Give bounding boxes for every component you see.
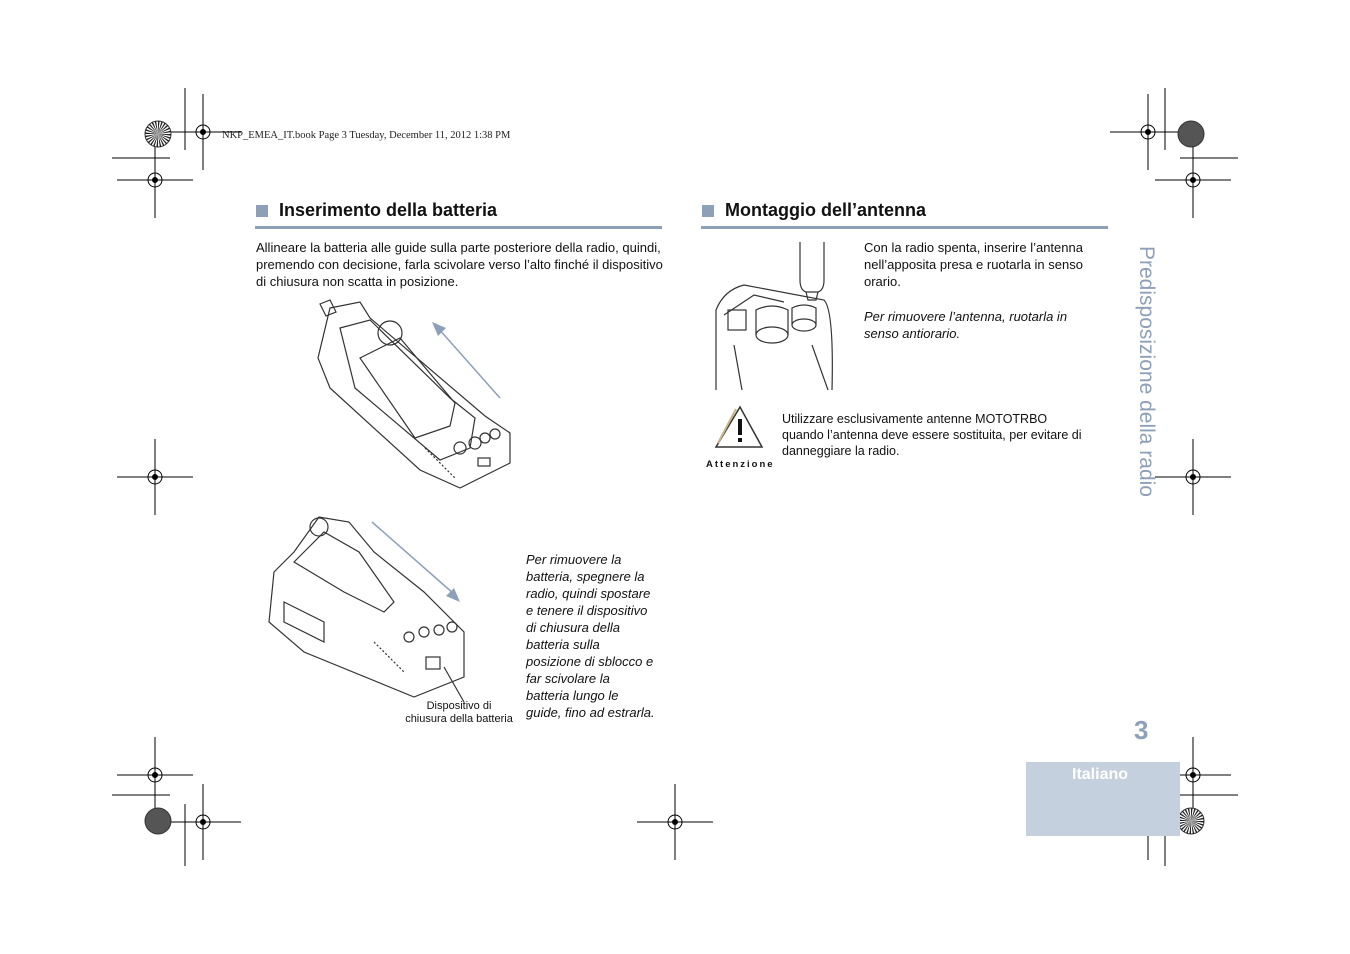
antenna-illustration — [714, 240, 836, 390]
crosshair-mark — [1155, 439, 1231, 515]
note-line: batteria sulla — [526, 637, 600, 652]
battery-removal-note — [526, 551, 671, 721]
page-number: 3 — [1134, 715, 1149, 745]
side-tab-title: Predisposizione della radio — [1135, 246, 1158, 497]
caution-line: danneggiare la radio. — [782, 444, 900, 458]
latch-label — [403, 700, 515, 726]
note-line: batteria, spegnere la — [526, 569, 645, 584]
crosshair-mark — [117, 737, 193, 813]
caution-label: Attenzione — [706, 459, 775, 470]
crosshair-mark — [165, 784, 241, 860]
note-line: e tenere il dispositivo — [526, 603, 648, 618]
crosshair-mark — [637, 784, 713, 860]
note-line: far scivolare la — [526, 671, 610, 686]
crosshair-mark — [117, 142, 193, 218]
instruction-line: nell’apposita presa e ruotarla in senso — [864, 257, 1083, 272]
crosshair-mark — [1110, 94, 1186, 170]
section-title-antenna: Montaggio dell’antenna — [725, 200, 926, 220]
note-line: di chiusura della — [526, 620, 620, 635]
caution-line: Utilizzare esclusivamente antenne MOTOTRBO — [782, 412, 1048, 426]
note-line: batteria lungo le — [526, 688, 619, 703]
antenna-removal-note — [864, 308, 1108, 342]
note-line: posizione di sblocco e — [526, 654, 654, 669]
halftone-target-mark — [1178, 121, 1204, 147]
file-info-header: NKP_EMEA_IT.book Page 3 Tuesday, December 11, 2012 1:38 PM — [222, 130, 511, 141]
star-target-mark — [1178, 808, 1204, 834]
caution-line: quando l’antenna deve essere sostituita, per evitare di — [782, 428, 1082, 442]
note-line: Per rimuovere la — [526, 552, 622, 567]
section-marker-icon — [702, 205, 714, 217]
star-target-mark — [145, 121, 171, 147]
section-marker-icon — [256, 205, 268, 217]
note-line: Per rimuovere l’antenna, ruotarla in — [864, 309, 1068, 324]
battery-instructions: Allineare la batteria alle guide sulla parte posteriore della radio, quindi, premendo con decisione, farla scivolare verso l’alto finché il dispositivo di chiusura non scatta in posizione. — [256, 240, 663, 289]
latch-label-line: Dispositivo di — [426, 700, 492, 712]
section-rule — [255, 226, 662, 229]
note-line: guide, fino ad estrarla. — [526, 705, 655, 720]
note-line: radio, quindi spostare — [526, 586, 651, 601]
halftone-target-mark — [145, 808, 171, 834]
section-rule — [701, 226, 1108, 229]
instruction-line: Con la radio spenta, inserire l’antenna — [864, 240, 1083, 255]
latch-label-line: chiusura della batteria — [405, 713, 513, 725]
antenna-instructions — [864, 239, 1108, 290]
crosshair-mark — [117, 439, 193, 515]
instruction-line: orario. — [864, 274, 901, 289]
language-label: Italiano — [1072, 766, 1129, 783]
battery-insert-illustration — [300, 298, 520, 490]
crosshair-mark — [1155, 142, 1231, 218]
battery-removal-illustration — [264, 512, 474, 702]
caution-icon — [714, 405, 764, 449]
caution-text — [782, 411, 1102, 459]
note-line: senso antiorario. — [864, 326, 961, 341]
section-title-battery: Inserimento della batteria — [279, 200, 498, 220]
